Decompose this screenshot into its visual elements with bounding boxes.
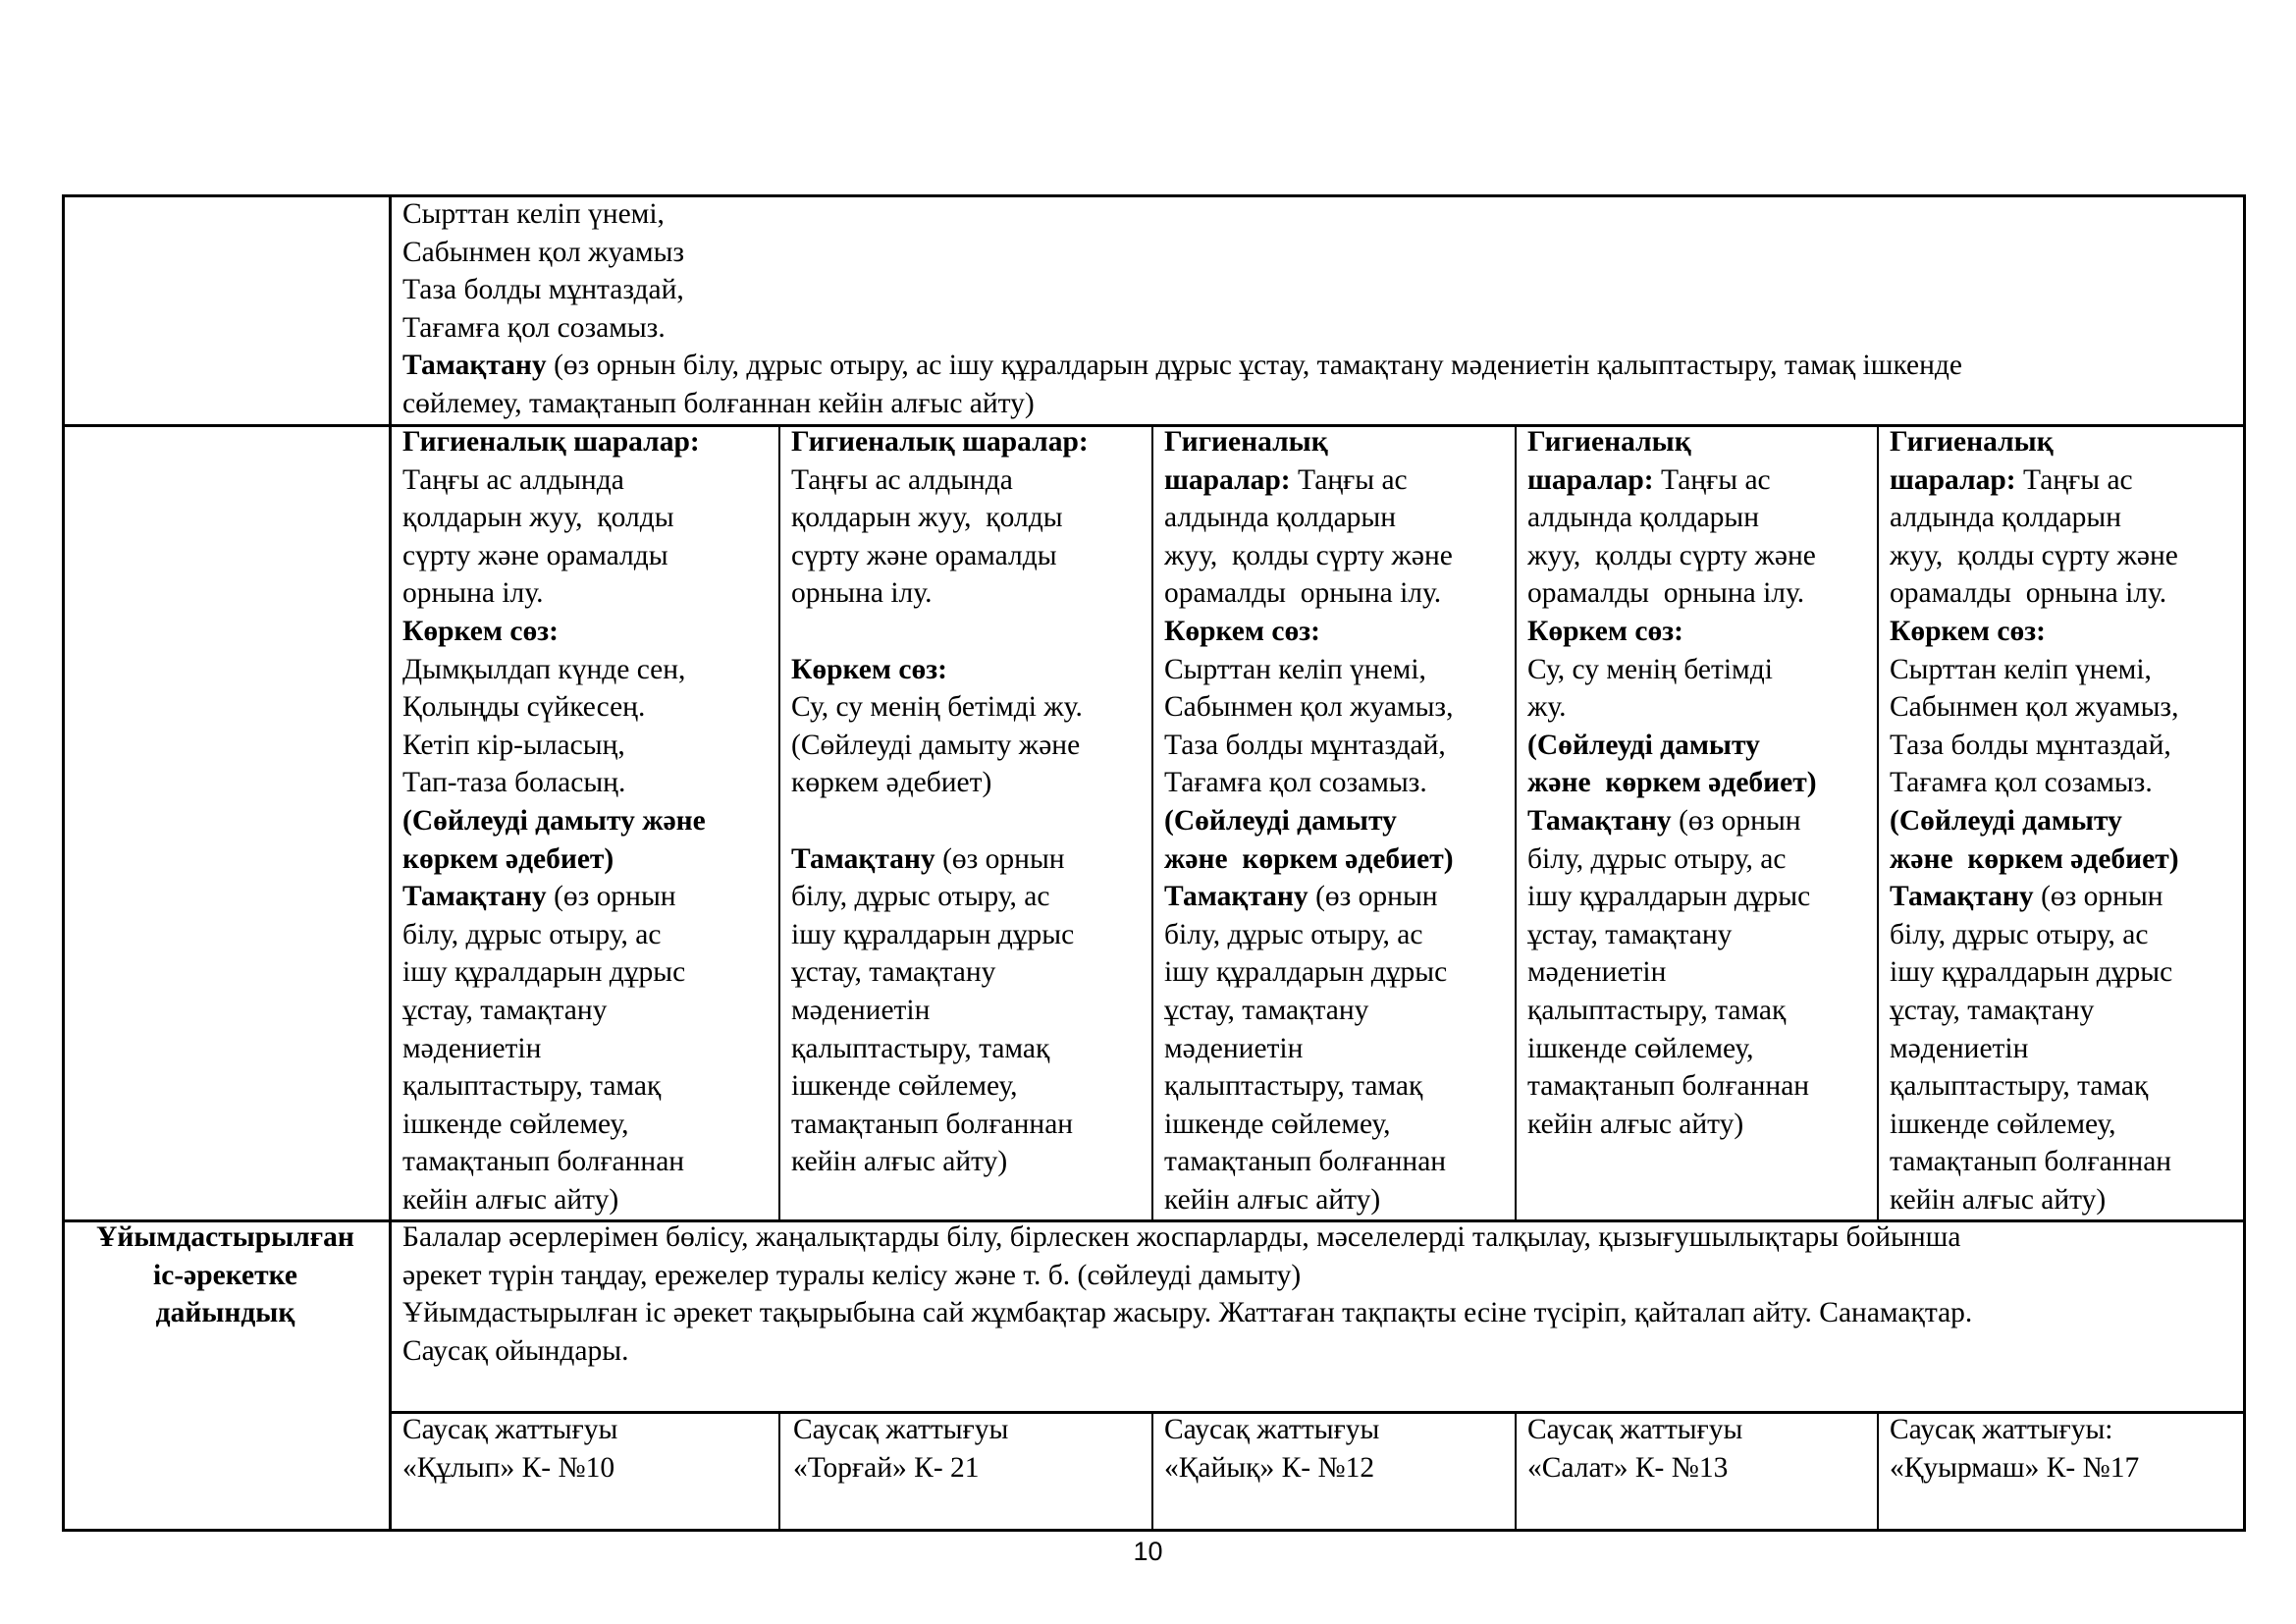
routine-line — [1164, 953, 1527, 992]
routine-line — [791, 1106, 1164, 1144]
routine-line — [1164, 688, 1527, 727]
routine-line — [402, 537, 780, 575]
activity-prep-text — [402, 1218, 2238, 1370]
routine-line — [1890, 764, 2245, 802]
routine-text: Таңғы ас — [1653, 463, 1771, 496]
routine-line — [402, 688, 780, 727]
routine-text: Таза болды мұнтаздай, — [1164, 729, 1446, 761]
routine-text: қалыптастыру, тамақ — [791, 1032, 1050, 1064]
routine-text: Таза болды мұнтаздай, — [1890, 729, 2171, 761]
routine-line — [402, 1030, 780, 1068]
routine-text: білу, дұрыс отыру, ас — [1527, 842, 1787, 875]
routine-bold-text: (Сөйлеуді дамыту — [1890, 804, 2122, 837]
day4-routine-cell — [1527, 423, 1891, 1143]
routine-line — [791, 840, 1164, 879]
routine-line — [791, 992, 1164, 1030]
routine-text: орнына ілу. — [402, 577, 544, 610]
row1-line: Тағамға қол созамыз. — [402, 311, 666, 344]
routine-text: орамалды орнына ілу. — [1164, 577, 1442, 610]
routine-text: алдында қолдарын — [1890, 502, 2122, 534]
routine-text: мәдениетін — [1164, 1032, 1304, 1064]
routine-bold-text: Көркем сөз: — [791, 653, 947, 685]
routine-text: Таңғы ас алдында — [791, 463, 1013, 496]
routine-line — [1164, 916, 1527, 954]
meal-description: (өз орнын білу, дұрыс отыру, ас ішу құралдарын дұрыс ұстау, тамақтану мәдениетін қалыптастыру, тамақ ішкенде — [546, 350, 1963, 382]
exercise-title: Саусақ жаттығуы — [1164, 1414, 1380, 1445]
routine-text: білу, дұрыс отыру, ас — [1890, 918, 2149, 950]
routine-line — [402, 727, 780, 765]
routine-bold-text: Гигиеналық шаралар: — [402, 426, 700, 458]
finger-exercise-cell — [793, 1411, 1166, 1487]
routine-text: алдында қолдарын — [1164, 502, 1397, 534]
prep-line: әрекет түрін таңдау, ережелер туралы келісу және т. б. (сөйлеуді дамыту) — [402, 1259, 1302, 1291]
routine-line — [1164, 613, 1527, 651]
routine-line — [402, 953, 780, 992]
routine-text: тамақтанып болғаннан — [1164, 1146, 1447, 1178]
routine-text: (өз орнын — [1308, 881, 1438, 913]
routine-text: тамақтанып болғаннан — [1527, 1070, 1810, 1103]
routine-text: Дымқылдап күнде сен, — [402, 653, 686, 685]
routine-text: жуу, қолды сүрту және — [1890, 539, 2178, 571]
routine-bold-text: шаралар: — [1527, 463, 1654, 496]
routine-text: Сабынмен қол жуамыз, — [1890, 691, 2179, 724]
routine-line — [1890, 613, 2245, 651]
routine-line — [402, 1106, 780, 1144]
routine-text: орамалды орнына ілу. — [1890, 577, 2167, 610]
routine-line — [1890, 1067, 2245, 1106]
routine-line — [1164, 992, 1527, 1030]
routine-bold-text: Тамақтану — [1527, 804, 1672, 837]
routine-line — [1164, 878, 1527, 916]
routine-text: тамақтанып болғаннан — [791, 1108, 1074, 1140]
routine-text: қалыптастыру, тамақ — [402, 1070, 662, 1103]
exercise-name: «Қуырмаш» К- №17 — [1890, 1451, 2140, 1484]
routine-text: Таңғы ас — [1290, 463, 1408, 496]
routine-text: ішу құралдарын дұрыс — [1890, 956, 2173, 989]
finger-exercise-cell — [1890, 1411, 2245, 1487]
routine-text: ұстау, тамақтану — [1164, 994, 1369, 1026]
routine-line — [791, 574, 1164, 613]
routine-bold-text: Гигиеналық шаралар: — [791, 426, 1089, 458]
prep-line: Саусақ ойындары. — [402, 1334, 629, 1367]
routine-text: Сырттан келіп үнемі, — [1890, 653, 2152, 685]
routine-text: Қолыңды сүйкесең. — [402, 691, 646, 724]
routine-line — [402, 764, 780, 802]
routine-text: Сабынмен қол жуамыз, — [1164, 691, 1454, 724]
label-line: дайындық — [155, 1297, 295, 1329]
routine-line — [1527, 537, 1891, 575]
routine-text: ішкенде сөйлемеу, — [402, 1108, 629, 1140]
routine-line — [402, 461, 780, 500]
routine-text: (Сөйлеуді дамыту және — [791, 729, 1081, 761]
routine-text: мәдениетін — [1890, 1032, 2029, 1064]
routine-line — [791, 688, 1164, 727]
routine-line — [1164, 1181, 1527, 1219]
routine-bold-text: Көркем сөз: — [1890, 615, 2046, 647]
routine-text: кейін алғыс айту) — [402, 1183, 619, 1216]
routine-text: кейін алғыс айту) — [1527, 1108, 1744, 1140]
routine-line — [791, 537, 1164, 575]
routine-text: ішкенде сөйлемеу, — [791, 1070, 1018, 1103]
routine-text: Кетіп кір-ыласың, — [402, 729, 625, 761]
routine-text: орамалды орнына ілу. — [1527, 577, 1805, 610]
routine-line — [402, 802, 780, 840]
routine-line — [791, 916, 1164, 954]
routine-line — [791, 802, 1164, 840]
routine-text: көркем әдебиет) — [791, 767, 992, 799]
meal-heading: Тамақтану — [402, 350, 547, 382]
routine-bold-text: Көркем сөз: — [402, 615, 559, 647]
routine-text: ішкенде сөйлемеу, — [1527, 1032, 1754, 1064]
routine-bold-text: шаралар: — [1890, 463, 2016, 496]
routine-line — [402, 1181, 780, 1219]
routine-text: Сырттан келіп үнемі, — [1164, 653, 1426, 685]
routine-line — [1164, 1030, 1527, 1068]
routine-line — [1527, 1030, 1891, 1068]
routine-text: ішу құралдарын дұрыс — [402, 956, 686, 989]
routine-bold-text: және көркем әдебиет) — [1890, 842, 2179, 875]
routine-line — [402, 499, 780, 537]
routine-text: білу, дұрыс отыру, ас — [1164, 918, 1423, 950]
column-divider — [389, 197, 392, 1529]
routine-text: ішу құралдарын дұрыс — [1527, 881, 1811, 913]
routine-line — [402, 613, 780, 651]
routine-line — [1164, 461, 1527, 500]
routine-bold-text: Гигиеналық — [1890, 426, 2054, 458]
routine-text: Таңғы ас — [2015, 463, 2133, 496]
routine-line — [791, 423, 1164, 461]
routine-line — [402, 574, 780, 613]
routine-line — [1164, 802, 1527, 840]
routine-text: Су, су менің бетімді жу. — [791, 691, 1083, 724]
routine-line — [791, 499, 1164, 537]
routine-bold-text: Гигиеналық — [1527, 426, 1691, 458]
routine-text: ұстау, тамақтану — [402, 994, 608, 1026]
routine-line — [402, 840, 780, 879]
routine-text: қалыптастыру, тамақ — [1164, 1070, 1423, 1103]
routine-text: мәдениетін — [402, 1032, 542, 1064]
routine-line — [1527, 1106, 1891, 1144]
exercise-name: «Құлып» К- №10 — [402, 1451, 615, 1484]
routine-line — [791, 1030, 1164, 1068]
routine-text: (өз орнын — [1671, 804, 1801, 837]
exercise-name: «Торғай» К- 21 — [793, 1451, 980, 1484]
routine-text: жуу, қолды сүрту және — [1164, 539, 1453, 571]
routine-line — [791, 878, 1164, 916]
routine-line — [1527, 651, 1891, 689]
routine-line — [791, 953, 1164, 992]
routine-text: ішкенде сөйлемеу, — [1890, 1108, 2116, 1140]
routine-line — [791, 1143, 1164, 1181]
routine-line — [402, 878, 780, 916]
routine-bold-text: және көркем әдебиет) — [1164, 842, 1454, 875]
routine-line — [1890, 651, 2245, 689]
routine-line — [1164, 537, 1527, 575]
routine-line — [1164, 1067, 1527, 1106]
routine-line — [1527, 423, 1891, 461]
routine-line — [402, 916, 780, 954]
day5-routine-cell — [1890, 423, 2245, 1218]
day3-routine-cell — [1164, 423, 1527, 1218]
routine-line — [1890, 1181, 2245, 1219]
routine-line — [1890, 574, 2245, 613]
routine-line — [1890, 537, 2245, 575]
exercise-title: Саусақ жаттығуы — [793, 1414, 1009, 1445]
routine-bold-text: (Сөйлеуді дамыту — [1164, 804, 1397, 837]
routine-line — [1527, 688, 1891, 727]
routine-text: (өз орнын — [2033, 881, 2163, 913]
routine-text: ұстау, тамақтану — [791, 956, 996, 989]
routine-line — [402, 992, 780, 1030]
routine-bold-text: (Сөйлеуді дамыту — [1527, 729, 1760, 761]
finger-exercise-cell — [1527, 1411, 1891, 1487]
finger-exercise-cell — [402, 1411, 780, 1487]
routine-line — [1890, 727, 2245, 765]
routine-line — [1890, 1030, 2245, 1068]
routine-line — [791, 613, 1164, 651]
exercise-title: Саусақ жаттығуы: — [1890, 1414, 2113, 1445]
routine-line — [1890, 1106, 2245, 1144]
routine-line — [1890, 992, 2245, 1030]
routine-line — [1164, 574, 1527, 613]
routine-text: мәдениетін — [1527, 956, 1667, 989]
routine-text: сүрту және орамалды — [402, 539, 668, 571]
routine-bold-text: көркем әдебиет) — [402, 842, 614, 875]
exercise-title: Саусақ жаттығуы — [402, 1414, 618, 1445]
routine-line — [1527, 992, 1891, 1030]
routine-text: (өз орнын — [934, 842, 1065, 875]
routine-text: алдында қолдарын — [1527, 502, 1760, 534]
row1-line: Таза болды мұнтаздай, — [402, 274, 684, 306]
routine-line — [791, 461, 1164, 500]
routine-bold-text: Тамақтану — [1164, 881, 1308, 913]
routine-text: (өз орнын — [546, 881, 676, 913]
routine-line — [1890, 499, 2245, 537]
routine-line — [1527, 727, 1891, 765]
routine-text: жу. — [1527, 691, 1567, 724]
routine-line — [1890, 916, 2245, 954]
routine-line — [791, 1067, 1164, 1106]
routine-line — [1164, 651, 1527, 689]
exercise-name: «Салат» К- №13 — [1527, 1451, 1729, 1484]
routine-line — [1890, 953, 2245, 992]
routine-text: Су, су менің бетімді — [1527, 653, 1773, 685]
routine-line — [1890, 461, 2245, 500]
routine-line — [1164, 499, 1527, 537]
exercise-name: «Қайық» К- №12 — [1164, 1451, 1375, 1484]
routine-line — [1527, 878, 1891, 916]
routine-text: білу, дұрыс отыру, ас — [791, 881, 1050, 913]
routine-text: ішу құралдарын дұрыс — [1164, 956, 1448, 989]
routine-line — [1527, 916, 1891, 954]
routine-text: орнына ілу. — [791, 577, 933, 610]
routine-bold-text: (Сөйлеуді дамыту және — [402, 804, 706, 837]
routine-line — [1164, 764, 1527, 802]
routine-text: тамақтанып болғаннан — [1890, 1146, 2172, 1178]
label-line: іс-әрекетке — [153, 1259, 297, 1291]
row1-text-cell — [402, 195, 2228, 423]
routine-bold-text: және көркем әдебиет) — [1527, 767, 1817, 799]
routine-line — [1164, 1106, 1527, 1144]
routine-line — [1527, 499, 1891, 537]
routine-line — [1527, 1067, 1891, 1106]
routine-bold-text: Тамақтану — [1890, 881, 2034, 913]
label-line: Ұйымдастырылған — [96, 1221, 354, 1253]
routine-line — [1527, 840, 1891, 879]
routine-text: ұстау, тамақтану — [1890, 994, 2095, 1026]
routine-text: білу, дұрыс отыру, ас — [402, 918, 662, 950]
routine-text: Тағамға қол созамыз. — [1890, 767, 2153, 799]
activity-prep-label — [65, 1218, 386, 1332]
routine-line — [1164, 727, 1527, 765]
routine-text: ішкенде сөйлемеу, — [1164, 1108, 1391, 1140]
routine-line — [1164, 840, 1527, 879]
routine-bold-text: Көркем сөз: — [1164, 615, 1320, 647]
routine-line — [1527, 764, 1891, 802]
routine-bold-text: Тамақтану — [402, 881, 547, 913]
routine-line — [1164, 423, 1527, 461]
prep-line: Ұйымдастырылған іс әрекет тақырыбына сай жұмбақтар жасыру. Жаттаған тақпақты есіне түсіріп, қайталап айту. Санамақтар. — [402, 1297, 1973, 1329]
day2-routine-cell — [791, 423, 1164, 1181]
routine-line — [402, 1067, 780, 1106]
routine-text: кейін алғыс айту) — [791, 1146, 1008, 1178]
routine-text: ішу құралдарын дұрыс — [791, 918, 1075, 950]
routine-text: ұстау, тамақтану — [1527, 918, 1733, 950]
routine-text: жуу, қолды сүрту және — [1527, 539, 1816, 571]
routine-text: кейін алғыс айту) — [1890, 1183, 2107, 1216]
routine-line — [1890, 802, 2245, 840]
routine-line — [1890, 840, 2245, 879]
routine-line — [791, 651, 1164, 689]
routine-line — [791, 727, 1164, 765]
routine-line — [1890, 423, 2245, 461]
routine-line — [1527, 802, 1891, 840]
prep-line: Балалар әсерлерімен бөлісу, жаңалықтарды білу, бірлескен жоспарларды, мәселелерді талқылау, қызығушылықтары бойынша — [402, 1221, 1961, 1253]
day1-routine-cell — [402, 423, 780, 1218]
routine-line — [1527, 574, 1891, 613]
routine-text: қалыптастыру, тамақ — [1890, 1070, 2149, 1103]
routine-line — [402, 1143, 780, 1181]
routine-text: мәдениетін — [791, 994, 931, 1026]
routine-text: Таңғы ас алдында — [402, 463, 624, 496]
routine-line — [791, 764, 1164, 802]
row1-meal-line — [402, 347, 2228, 385]
routine-text: кейін алғыс айту) — [1164, 1183, 1381, 1216]
row1-line: Сабынмен қол жуамыз — [402, 236, 685, 268]
routine-text: қалыптастыру, тамақ — [1527, 994, 1787, 1026]
row1-meal-line-continued: сөйлемеу, тамақтанып болғаннан кейін алғыс айту) — [402, 387, 1035, 419]
page-number: 10 — [1133, 1537, 1163, 1566]
routine-line — [1527, 613, 1891, 651]
routine-line — [1890, 878, 2245, 916]
routine-bold-text: Тамақтану — [791, 842, 935, 875]
routine-text: Тап-таза боласың. — [402, 767, 626, 799]
routine-bold-text: Көркем сөз: — [1527, 615, 1683, 647]
row1-line: Сырттан келіп үнемі, — [402, 198, 665, 230]
routine-line — [1527, 953, 1891, 992]
routine-line — [402, 651, 780, 689]
routine-bold-text: шаралар: — [1164, 463, 1291, 496]
routine-line — [1890, 688, 2245, 727]
routine-bold-text: Гигиеналық — [1164, 426, 1328, 458]
finger-exercise-cell — [1164, 1411, 1527, 1487]
routine-line — [402, 423, 780, 461]
routine-line — [1890, 1143, 2245, 1181]
exercise-title: Саусақ жаттығуы — [1527, 1414, 1743, 1445]
routine-line — [1527, 461, 1891, 500]
routine-text: сүрту және орамалды — [791, 539, 1057, 571]
routine-text: тамақтанып болғаннан — [402, 1146, 685, 1178]
routine-line — [1164, 1143, 1527, 1181]
routine-text: қолдарын жуу, қолды — [402, 502, 674, 534]
routine-text: Тағамға қол созамыз. — [1164, 767, 1427, 799]
routine-text: қолдарын жуу, қолды — [791, 502, 1063, 534]
